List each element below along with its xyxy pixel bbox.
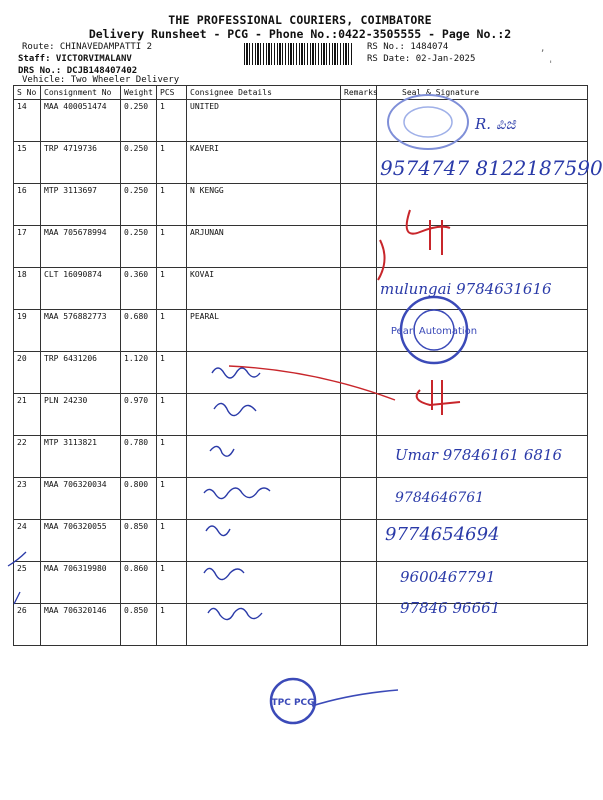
consignment-number: PLN 24230 bbox=[41, 394, 121, 436]
pcs-value: 1 bbox=[157, 100, 187, 142]
serial-number: 25 bbox=[14, 562, 41, 604]
weight-value: 0.360 bbox=[121, 268, 157, 310]
serial-number: 15 bbox=[14, 142, 41, 184]
signature-row-24: 9774654694 bbox=[385, 524, 500, 545]
consignment-number: MAA 706320055 bbox=[41, 520, 121, 562]
serial-number: 26 bbox=[14, 604, 41, 646]
consignment-number: MTP 3113821 bbox=[41, 436, 121, 478]
pcs-value: 1 bbox=[157, 562, 187, 604]
remarks-cell bbox=[341, 478, 377, 520]
consignee-name: KOVAI bbox=[187, 268, 341, 310]
table-row bbox=[14, 226, 588, 268]
col-header: Consignee Details bbox=[187, 86, 341, 100]
pcs-value: 1 bbox=[157, 310, 187, 352]
col-header: PCS bbox=[157, 86, 187, 100]
pcs-value: 1 bbox=[157, 478, 187, 520]
signature-row-25: 9600467791 bbox=[400, 568, 496, 586]
consignment-number: TRP 6431206 bbox=[41, 352, 121, 394]
col-header: Consignment No bbox=[41, 86, 121, 100]
stamp-pen-stroke bbox=[310, 686, 400, 710]
weight-value: 0.250 bbox=[121, 226, 157, 268]
barcode bbox=[244, 43, 352, 65]
consignee-scribbles bbox=[200, 355, 310, 645]
signature-row-14: R. ಪಿಜಿ bbox=[475, 115, 516, 133]
weight-value: 1.120 bbox=[121, 352, 157, 394]
consignee-name: UNITED bbox=[187, 100, 341, 142]
consignee-name: ARJUNAN bbox=[187, 226, 341, 268]
weight-value: 0.780 bbox=[121, 436, 157, 478]
consignee-name: PEARAL bbox=[187, 310, 341, 352]
serial-number: 22 bbox=[14, 436, 41, 478]
pcs-value: 1 bbox=[157, 436, 187, 478]
col-header: Weight bbox=[121, 86, 157, 100]
serial-number: 23 bbox=[14, 478, 41, 520]
signature-row-22: Umar 97846161 6816 bbox=[395, 446, 563, 464]
remarks-cell bbox=[341, 520, 377, 562]
weight-value: 0.250 bbox=[121, 184, 157, 226]
document-subtitle: Delivery Runsheet - PCG - Phone No.:0422-3505555 - Page No.:2 bbox=[88, 27, 512, 41]
weight-value: 0.850 bbox=[121, 604, 157, 646]
col-header: S No bbox=[14, 86, 41, 100]
consignment-number: MAA 705678994 bbox=[41, 226, 121, 268]
corner-mark: , bbox=[540, 44, 546, 54]
remarks-cell bbox=[341, 100, 377, 142]
corner-mark-2: ' bbox=[548, 60, 554, 70]
serial-number: 18 bbox=[14, 268, 41, 310]
weight-value: 0.250 bbox=[121, 100, 157, 142]
pcs-value: 1 bbox=[157, 394, 187, 436]
pcg-stamp-text: TPC PCG bbox=[271, 698, 315, 708]
pcs-value: 1 bbox=[157, 352, 187, 394]
table-row bbox=[14, 310, 588, 352]
remarks-cell bbox=[341, 562, 377, 604]
serial-number: 21 bbox=[14, 394, 41, 436]
consignment-number: MAA 706320034 bbox=[41, 478, 121, 520]
signature-row-18: mulungai 9784631616 bbox=[380, 280, 552, 298]
serial-number: 17 bbox=[14, 226, 41, 268]
serial-number: 19 bbox=[14, 310, 41, 352]
remarks-cell bbox=[341, 142, 377, 184]
consignment-number: CLT 16090874 bbox=[41, 268, 121, 310]
consignment-number: MAA 576882773 bbox=[41, 310, 121, 352]
pcs-value: 1 bbox=[157, 604, 187, 646]
table-row bbox=[14, 184, 588, 226]
route-label: Route: CHINAVEDAMPATTI 2 bbox=[22, 42, 153, 52]
col-header: Seal & Signature bbox=[377, 86, 588, 100]
consignment-number: MAA 706320146 bbox=[41, 604, 121, 646]
consignee-name: N KENGG bbox=[187, 184, 341, 226]
vehicle-label: Vehicle: Two Wheeler Delivery bbox=[22, 75, 180, 85]
pcs-value: 1 bbox=[157, 268, 187, 310]
rs-date: RS Date: 02-Jan-2025 bbox=[367, 54, 476, 64]
staff-label: Staff: VICTORVIMALANV bbox=[18, 54, 132, 64]
drs-label: DRS No.: DCJB148407402 bbox=[18, 66, 138, 76]
office-stamp bbox=[382, 90, 474, 154]
remarks-cell bbox=[341, 436, 377, 478]
pcs-value: 1 bbox=[157, 184, 187, 226]
rs-number: RS No.: 1484074 bbox=[367, 42, 449, 52]
weight-value: 0.860 bbox=[121, 562, 157, 604]
signature-row-23: 9784646761 bbox=[395, 490, 485, 506]
signature-row-15: 9574747 8122187590 bbox=[380, 156, 603, 180]
weight-value: 0.850 bbox=[121, 520, 157, 562]
signature-row-26: 97846 96661 bbox=[400, 599, 501, 617]
pcs-value: 1 bbox=[157, 520, 187, 562]
pearl-stamp-text: Pearl Automation bbox=[390, 326, 478, 337]
consignment-number: MAA 706319980 bbox=[41, 562, 121, 604]
margin-marks bbox=[4, 548, 34, 608]
document-title: THE PROFESSIONAL COURIERS, COIMBATORE bbox=[168, 13, 432, 27]
consignment-number: TRP 4719736 bbox=[41, 142, 121, 184]
weight-value: 0.970 bbox=[121, 394, 157, 436]
consignment-number: MAA 400051474 bbox=[41, 100, 121, 142]
pcs-value: 1 bbox=[157, 226, 187, 268]
consignee-name: KAVERI bbox=[187, 142, 341, 184]
col-header: Remarks bbox=[341, 86, 377, 100]
serial-number: 14 bbox=[14, 100, 41, 142]
serial-number: 24 bbox=[14, 520, 41, 562]
remarks-cell bbox=[341, 604, 377, 646]
weight-value: 0.250 bbox=[121, 142, 157, 184]
consignment-number: MTP 3113697 bbox=[41, 184, 121, 226]
serial-number: 16 bbox=[14, 184, 41, 226]
weight-value: 0.680 bbox=[121, 310, 157, 352]
weight-value: 0.800 bbox=[121, 478, 157, 520]
serial-number: 20 bbox=[14, 352, 41, 394]
pcs-value: 1 bbox=[157, 142, 187, 184]
